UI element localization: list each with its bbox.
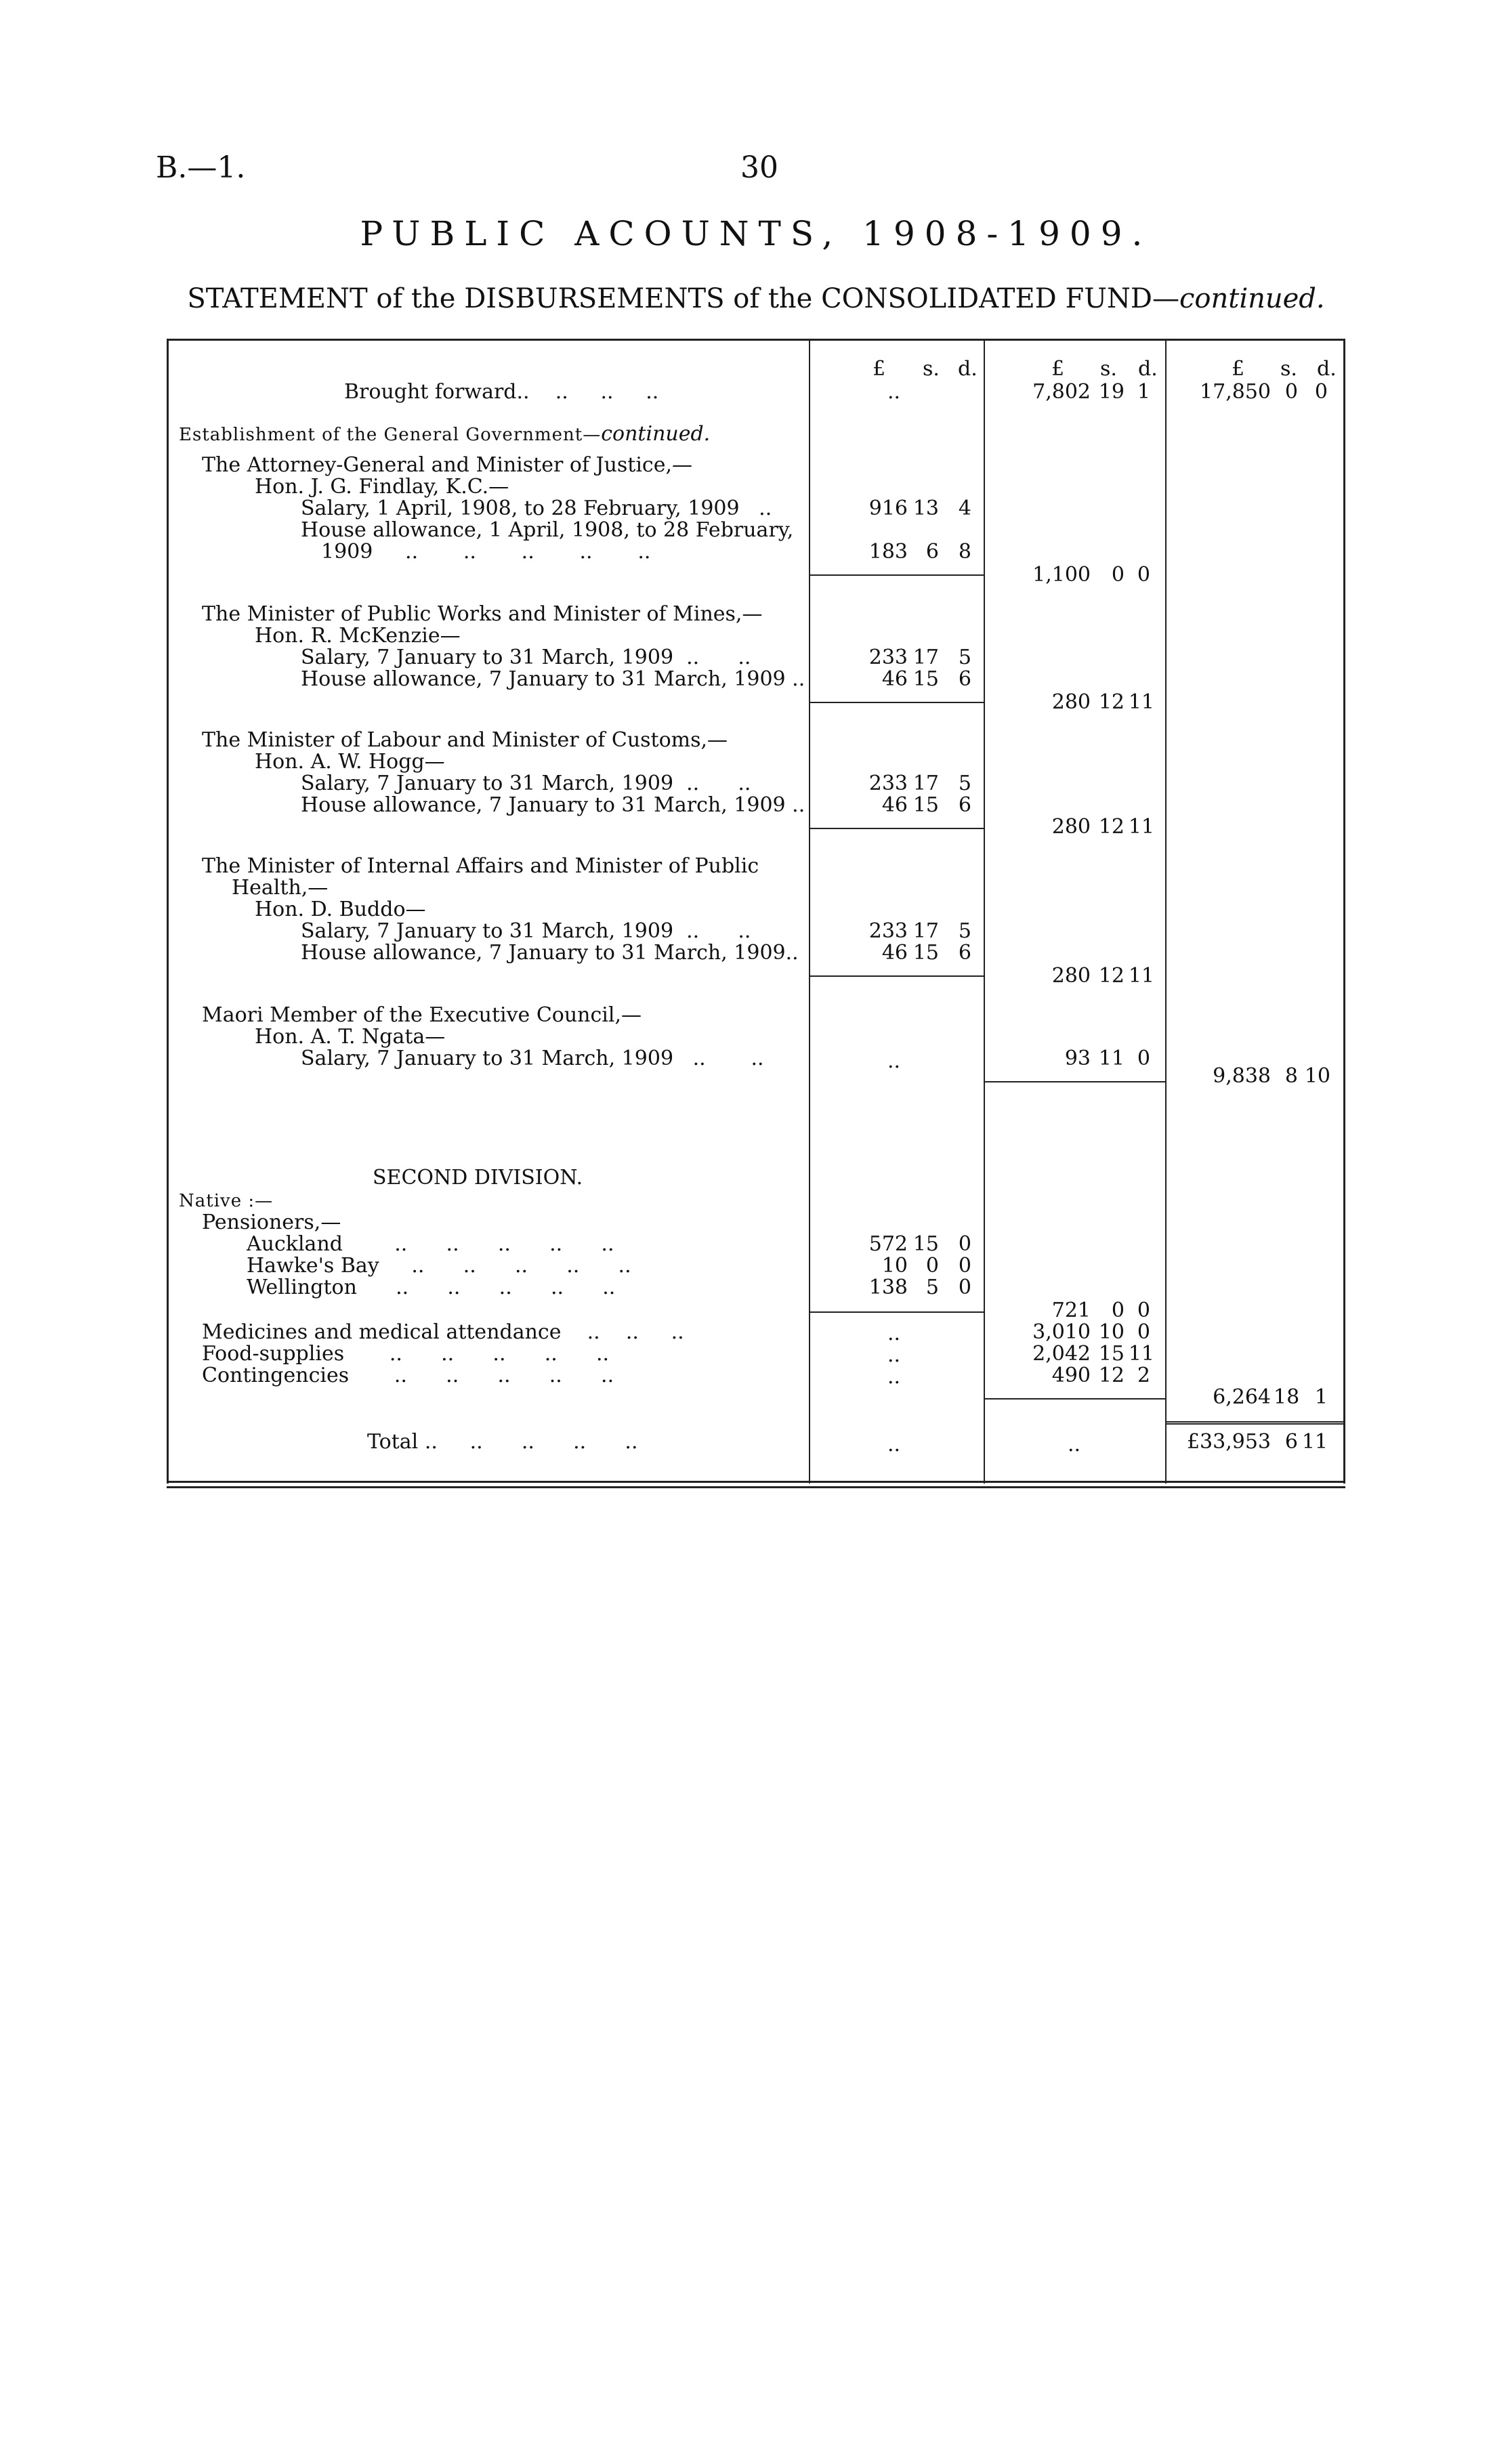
lab-house-pence: 6 <box>958 793 971 817</box>
lab-house-label: House allowance, 7 January to 31 March, 1909 .. <box>301 793 805 817</box>
pw-name: Hon. R. McKenzie— <box>255 624 461 648</box>
native-subtotal-rule <box>985 1398 1165 1400</box>
subtitle-main: STATEMENT of the DISBURSEMENTS of the CONSOLIDATED FUND— <box>187 283 1179 314</box>
lab-total-pounds: 280 <box>1051 815 1091 839</box>
section1-total-pounds: 9,838 <box>1213 1064 1271 1088</box>
section-heading-text: Establishment of the General Government— <box>179 425 602 445</box>
lab-house-shillings: 15 <box>912 793 939 817</box>
native-total-shillings: 18 <box>1274 1385 1300 1409</box>
ag-house-label-2: 1909 .. .. .. .. .. <box>321 540 651 564</box>
page-title: PUBLIC ACOUNTS, 1908-1909. <box>360 214 1152 253</box>
pensioner-pence: 0 <box>958 1254 971 1278</box>
grand-total-c2: .. <box>1068 1433 1081 1456</box>
pw-salary-pence: 5 <box>958 646 971 669</box>
pw-salary-pounds: 233 <box>868 646 908 669</box>
pw-title: The Minister of Public Works and Minister of Mines,— <box>202 602 763 626</box>
grand-total-c1: .. <box>887 1433 901 1456</box>
pensioners-subtotal-rule <box>810 1311 984 1313</box>
maori-amt-pounds: 93 <box>1064 1047 1091 1070</box>
pw-house-pounds: 46 <box>881 667 908 691</box>
ia-house-label: House allowance, 7 January to 31 March, 1909.. <box>301 941 799 965</box>
pensioner-pence: 0 <box>958 1276 971 1299</box>
pw-house-pence: 6 <box>958 667 971 691</box>
section-heading <box>179 423 710 446</box>
brought-forward-label: Brought forward.. .. .. .. <box>344 380 659 404</box>
native-row-label: Food-supplies .. .. .. .. .. <box>202 1342 610 1366</box>
native-row-shillings: 12 <box>1098 1364 1125 1387</box>
c1-shillings-header: s. <box>923 357 940 381</box>
native-row-pounds: 2,042 <box>1032 1342 1091 1366</box>
maori-amt-shillings: 11 <box>1098 1047 1125 1070</box>
document-reference: B.—1. <box>156 150 246 185</box>
native-row-label: Contingencies .. .. .. .. .. <box>202 1364 614 1387</box>
lab-title: The Minister of Labour and Minister of Customs,— <box>202 728 728 752</box>
lab-total-shillings: 12 <box>1098 815 1125 839</box>
table-bottom-rule <box>167 1481 1345 1483</box>
grand-total-pence: 11 <box>1301 1430 1328 1454</box>
brought-forward-c3-shillings: 0 <box>1284 380 1298 404</box>
maori-name: Hon. A. T. Ngata— <box>255 1025 446 1049</box>
ia-name: Hon. D. Buddo— <box>255 898 426 921</box>
pw-total-pounds: 280 <box>1051 690 1091 714</box>
pensioner-label: Wellington .. .. .. .. .. <box>247 1276 616 1299</box>
ag-salary-pence: 4 <box>958 497 971 520</box>
brought-forward-c2-pounds: 7,802 <box>1032 380 1091 404</box>
lab-salary-pence: 5 <box>958 772 971 795</box>
ag-total-pounds: 1,100 <box>1032 563 1091 587</box>
ia-salary-label: Salary, 7 January to 31 March, 1909 .. .. <box>301 919 751 943</box>
grand-total-shillings: 6 <box>1284 1430 1298 1454</box>
ia-salary-pounds: 233 <box>868 919 908 943</box>
pensioners-total-shillings: 0 <box>1111 1299 1125 1322</box>
ag-salary-shillings: 13 <box>912 497 939 520</box>
c3-pence-header: d. <box>1317 357 1337 381</box>
ag-salary-label: Salary, 1 April, 1908, to 28 February, 1909 .. <box>301 497 772 520</box>
lab-total-pence: 11 <box>1128 815 1154 839</box>
ag-house-shillings: 6 <box>925 540 939 564</box>
pw-salary-label: Salary, 7 January to 31 March, 1909 .. .. <box>301 646 751 669</box>
ia-subtotal-rule <box>810 975 984 977</box>
pensioners-heading: Pensioners,— <box>202 1211 341 1234</box>
native-total-pence: 1 <box>1314 1385 1328 1409</box>
maori-title: Maori Member of the Executive Council,— <box>202 1003 642 1027</box>
pw-total-pence: 11 <box>1128 690 1154 714</box>
pensioners-total-pounds: 721 <box>1051 1299 1091 1322</box>
section-heading-continued: continued. <box>601 422 711 446</box>
page-number: 30 <box>740 150 778 185</box>
c3-pounds-header: £ <box>1232 357 1245 381</box>
ia-house-shillings: 15 <box>912 941 939 965</box>
pw-house-label: House allowance, 7 January to 31 March, 1909 .. <box>301 667 805 691</box>
native-row-pence: 0 <box>1137 1320 1150 1344</box>
lab-salary-pounds: 233 <box>868 772 908 795</box>
pensioner-pounds: 572 <box>868 1232 908 1256</box>
grand-total-label: Total .. .. .. .. .. <box>367 1430 638 1454</box>
native-row-c1: .. <box>887 1322 901 1345</box>
subtitle-continued: continued. <box>1179 283 1325 314</box>
ia-total-shillings: 12 <box>1098 964 1125 988</box>
maori-c1: .. <box>887 1049 901 1073</box>
maori-subtotal-rule <box>985 1081 1165 1082</box>
ag-house-label-1: House allowance, 1 April, 1908, to 28 February, <box>301 518 794 542</box>
pensioner-label: Auckland .. .. .. .. .. <box>247 1232 614 1256</box>
pensioner-pounds: 138 <box>868 1276 908 1299</box>
ia-salary-shillings: 17 <box>912 919 939 943</box>
native-total-pounds: 6,264 <box>1213 1385 1271 1409</box>
native-row-shillings: 15 <box>1098 1342 1125 1366</box>
pensioner-label: Hawke's Bay .. .. .. .. .. <box>247 1254 631 1278</box>
pensioners-total-pence: 0 <box>1137 1299 1150 1322</box>
native-row-pounds: 3,010 <box>1032 1320 1091 1344</box>
c1-pounds-header: £ <box>873 357 886 381</box>
section1-total-pence: 10 <box>1304 1064 1330 1088</box>
brought-forward-c1: .. <box>887 380 901 404</box>
ia-total-pence: 11 <box>1128 964 1154 988</box>
c3-shillings-header: s. <box>1280 357 1297 381</box>
c2-shillings-header: s. <box>1100 357 1117 381</box>
ag-house-pence: 8 <box>958 540 971 564</box>
maori-salary-label: Salary, 7 January to 31 March, 1909 .. .. <box>301 1047 764 1070</box>
maori-amt-pence: 0 <box>1137 1047 1150 1070</box>
ag-total-pence: 0 <box>1137 563 1150 587</box>
native-row-pence: 2 <box>1137 1364 1150 1387</box>
ag-name: Hon. J. G. Findlay, K.C.— <box>255 475 509 499</box>
pensioner-pence: 0 <box>958 1232 971 1256</box>
ag-house-pounds: 183 <box>868 540 908 564</box>
native-row-c1: .. <box>887 1365 901 1389</box>
second-division-heading: SECOND DIVISION. <box>373 1166 583 1190</box>
ia-house-pounds: 46 <box>881 941 908 965</box>
lab-house-pounds: 46 <box>881 793 908 817</box>
brought-forward-c2-shillings: 19 <box>1098 380 1125 404</box>
native-row-pence: 11 <box>1128 1342 1154 1366</box>
c2-pounds-header: £ <box>1051 357 1065 381</box>
lab-name: Hon. A. W. Hogg— <box>255 750 445 774</box>
pensioner-pounds: 10 <box>881 1254 908 1278</box>
brought-forward-c3-pence: 0 <box>1314 380 1328 404</box>
pw-subtotal-rule <box>810 702 984 703</box>
pensioner-shillings: 15 <box>912 1232 939 1256</box>
ia-title-1: The Minister of Internal Affairs and Minister of Public <box>202 854 759 878</box>
lab-salary-shillings: 17 <box>912 772 939 795</box>
lab-subtotal-rule <box>810 828 984 829</box>
lab-salary-label: Salary, 7 January to 31 March, 1909 .. .. <box>301 772 751 795</box>
brought-forward-c3-pounds: 17,850 <box>1200 380 1271 404</box>
c1-pence-header: d. <box>958 357 978 381</box>
ia-title-2: Health,— <box>232 876 329 900</box>
native-row-pounds: 490 <box>1051 1364 1091 1387</box>
grand-total-rule <box>1167 1421 1344 1425</box>
pw-total-shillings: 12 <box>1098 690 1125 714</box>
ag-salary-pounds: 916 <box>868 497 908 520</box>
ia-house-pence: 6 <box>958 941 971 965</box>
section1-total-shillings: 8 <box>1284 1064 1298 1088</box>
ia-salary-pence: 5 <box>958 919 971 943</box>
native-row-shillings: 10 <box>1098 1320 1125 1344</box>
pensioner-shillings: 5 <box>925 1276 939 1299</box>
column-divider-2 <box>984 339 985 1484</box>
brought-forward-c2-pence: 1 <box>1137 380 1150 404</box>
table-bottom-rule-2 <box>167 1486 1345 1488</box>
pensioner-shillings: 0 <box>925 1254 939 1278</box>
statement-subtitle <box>0 283 1512 314</box>
pw-salary-shillings: 17 <box>912 646 939 669</box>
native-heading: Native :— <box>179 1191 274 1211</box>
ag-total-shillings: 0 <box>1111 563 1125 587</box>
grand-total-pounds: £33,953 <box>1186 1430 1271 1454</box>
native-row-label: Medicines and medical attendance .. .. .. <box>202 1320 684 1344</box>
pw-house-shillings: 15 <box>912 667 939 691</box>
native-row-c1: .. <box>887 1343 901 1367</box>
ag-title: The Attorney-General and Minister of Justice,— <box>202 453 693 477</box>
ia-total-pounds: 280 <box>1051 964 1091 988</box>
c2-pence-header: d. <box>1138 357 1158 381</box>
ag-subtotal-rule <box>810 574 984 576</box>
column-divider-3 <box>1165 339 1167 1484</box>
